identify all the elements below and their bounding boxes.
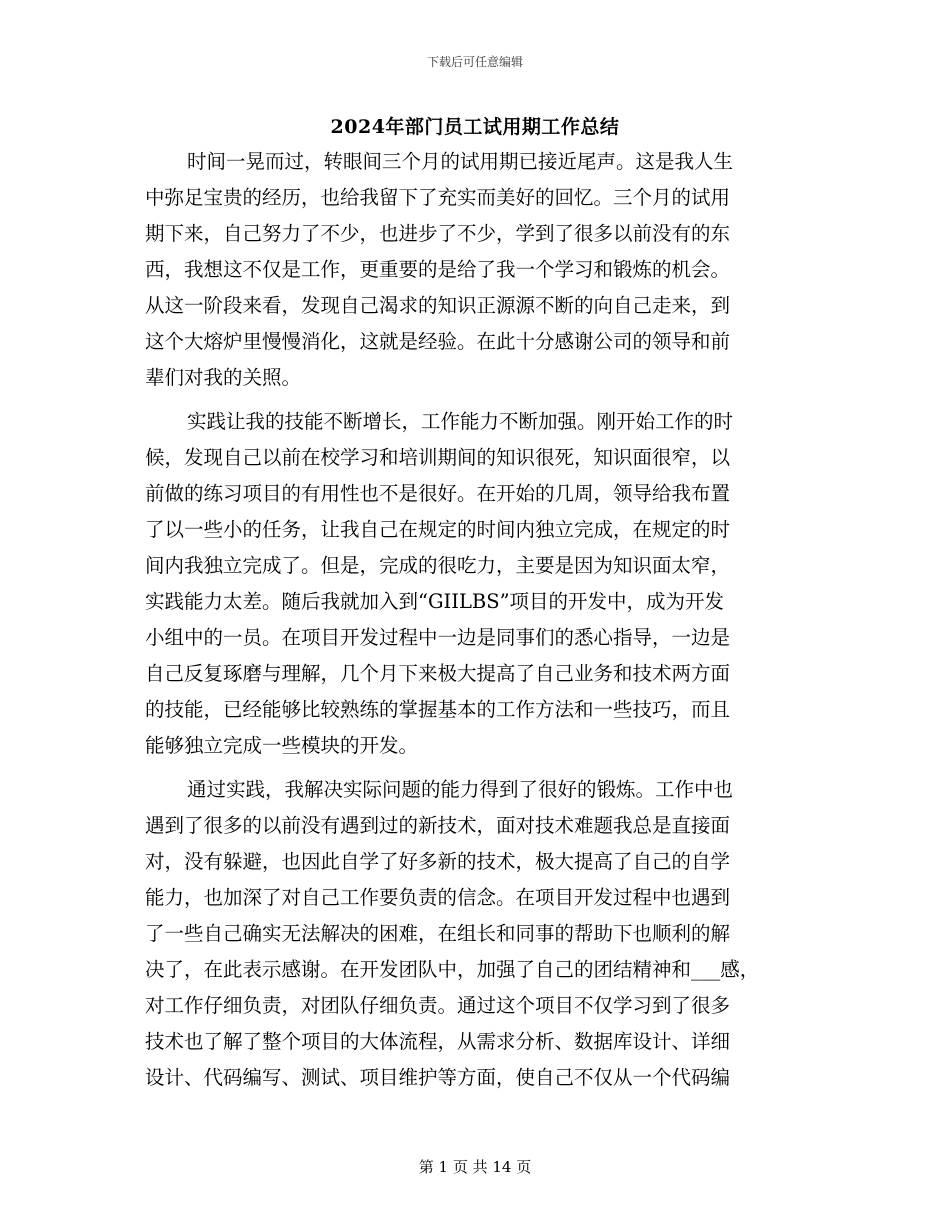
text-line: 时间一晃而过，转眼间三个月的试用期已接近尾声。这是我人生 (187, 150, 734, 173)
text-line: 前做的练习项目的有用性也不是很好。在开始的几周，领导给我布置 (145, 482, 731, 505)
text-line: 能够独立完成一些模块的开发。 (145, 734, 419, 757)
text-line: 自己反复琢磨与理解，几个月下来极大提高了自己业务和技术两方面 (145, 662, 731, 685)
text-line: 西，我想这不仅是工作，更重要的是给了我一个学习和锻炼的机会。 (145, 258, 731, 281)
text-line: 通过实践，我解决实际问题的能力得到了很好的锻炼。工作中也 (187, 778, 734, 801)
text-line: 了一些自己确实无法解决的困难，在组长和同事的帮助下也顺利的解 (145, 922, 731, 945)
text-line: 这个大熔炉里慢慢消化，这就是经验。在此十分感谢公司的领导和前 (145, 330, 731, 353)
text-line: 的技能，已经能够比较熟练的掌握基本的工作方法和一些技巧，而且 (145, 698, 731, 721)
text-line: 决了，在此表示感谢。在开发团队中，加强了自己的团结精神和___感， (145, 958, 760, 981)
document-title: 2024年部门员工试用期工作总结 (330, 116, 620, 138)
text-line: 期下来，自己努力了不少，也进步了不少，学到了很多以前没有的东 (145, 222, 731, 245)
text-line: 中弥足宝贵的经历，也给我留下了充实而美好的回忆。三个月的试用 (145, 186, 731, 209)
page-footer-page-number: 第 1 页 共 14 页 (418, 1158, 532, 1176)
text-line: 小组中的一员。在项目开发过程中一边是同事们的悉心指导，一边是 (145, 626, 731, 649)
text-line: 实践能力太差。随后我就加入到“GIILBS”项目的开发中，成为开发 (145, 590, 725, 613)
text-line: 辈们对我的关照。 (145, 366, 302, 389)
text-line: 间内我独立完成了。但是，完成的很吃力，主要是因为知识面太窄， (145, 554, 731, 577)
text-line: 对，没有躲避，也因此自学了好多新的技术，极大提高了自己的自学 (145, 850, 731, 873)
text-line: 技术也了解了整个项目的大体流程，从需求分析、数据库设计、详细 (145, 1030, 731, 1053)
text-line: 候，发现自己以前在校学习和培训期间的知识很死，知识面很窄，以 (145, 446, 731, 469)
text-line: 能力，也加深了对自己工作要负责的信念。在项目开发过程中也遇到 (145, 886, 731, 909)
text-line: 对工作仔细负责，对团队仔细负责。通过这个项目不仅学习到了很多 (145, 994, 731, 1017)
text-line: 实践让我的技能不断增长，工作能力不断加强。刚开始工作的时 (187, 410, 734, 433)
text-line: 设计、代码编写、测试、项目维护等方面，使自己不仅从一个代码编 (145, 1066, 731, 1089)
text-line: 了以一些小的任务，让我自己在规定的时间内独立完成，在规定的时 (145, 518, 731, 541)
text-line: 从这一阶段来看，发现自己渴求的知识正源源不断的向自己走来，到 (145, 294, 731, 317)
page-header-note: 下载后可任意编辑 (426, 55, 523, 69)
text-line: 遇到了很多的以前没有遇到过的新技术，面对技术难题我总是直接面 (145, 814, 731, 837)
